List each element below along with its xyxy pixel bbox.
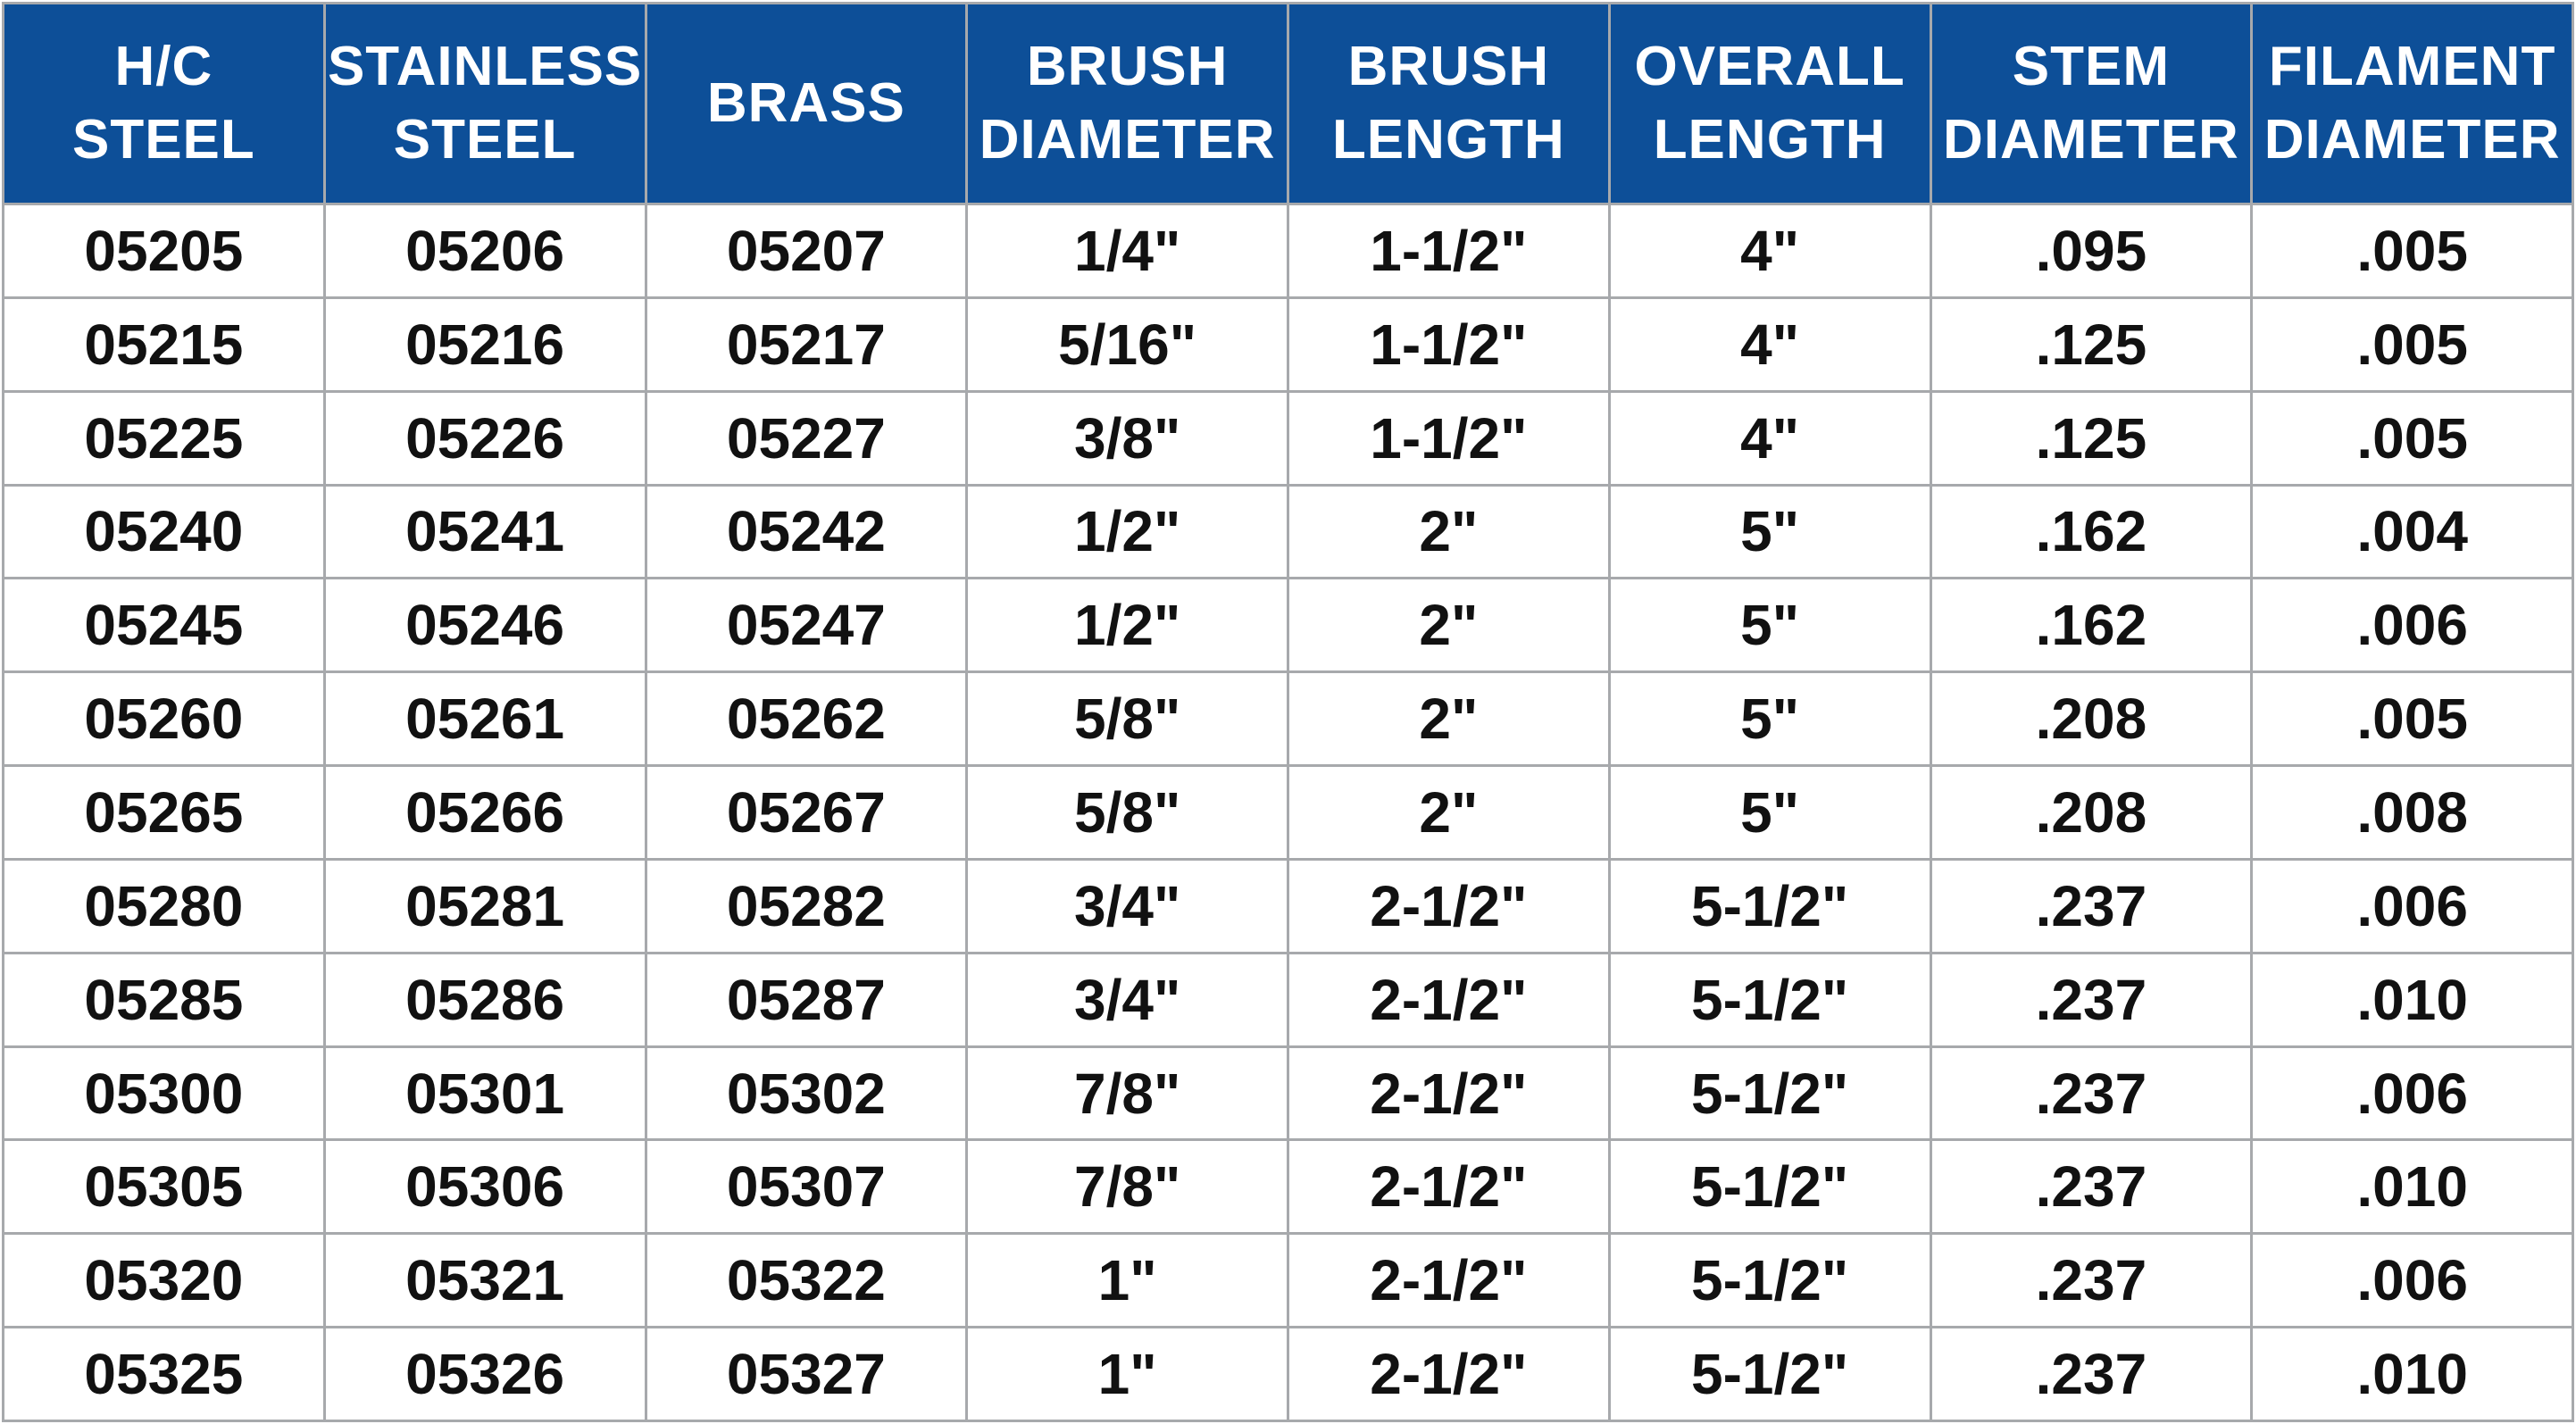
table-cell: 05282: [646, 859, 967, 953]
table-cell: 5/16": [967, 297, 1288, 391]
table-cell: 05280: [4, 859, 325, 953]
table-row: [4, 485, 2573, 579]
column-header: [1609, 4, 1930, 204]
table-cell: 2": [1288, 579, 1610, 672]
table-cell: .237: [1930, 1046, 2252, 1140]
column-header-line: DIAMETER: [1942, 109, 2239, 171]
table-cell: 05281: [324, 859, 646, 953]
table-cell: 05326: [324, 1328, 646, 1421]
column-header: [1930, 4, 2252, 204]
table-row: [4, 859, 2573, 953]
table-cell: .008: [2252, 766, 2573, 860]
table-cell: .005: [2252, 672, 2573, 766]
table-cell: 5-1/2": [1609, 1234, 1930, 1328]
table-cell: .208: [1930, 672, 2252, 766]
column-header: [324, 4, 646, 204]
column-header-line: LENGTH: [1331, 109, 1565, 171]
table-cell: 1": [967, 1328, 1288, 1421]
column-header: [646, 4, 967, 204]
table-cell: 05205: [4, 204, 325, 298]
column-header-line: BRUSH: [1026, 36, 1229, 97]
table-cell: 4": [1609, 297, 1930, 391]
table-cell: 1/2": [967, 485, 1288, 579]
table-cell: 05285: [4, 953, 325, 1046]
brush-spec-table: [2, 2, 2574, 1422]
table-cell: 05325: [4, 1328, 325, 1421]
table-cell: 3/4": [967, 859, 1288, 953]
table-cell: 05241: [324, 485, 646, 579]
column-header-line: OVERALL: [1634, 36, 1905, 97]
table-cell: 05242: [646, 485, 967, 579]
table-cell: 2": [1288, 485, 1610, 579]
column-header-line: DIAMETER: [979, 109, 1276, 171]
column-header-line: STAINLESS: [327, 36, 643, 97]
table-cell: 05217: [646, 297, 967, 391]
table-cell: .006: [2252, 859, 2573, 953]
table-cell: 5-1/2": [1609, 859, 1930, 953]
table-cell: 05207: [646, 204, 967, 298]
table-cell: .237: [1930, 953, 2252, 1046]
table-cell: .237: [1930, 1328, 2252, 1421]
table-cell: 05300: [4, 1046, 325, 1140]
table-cell: .095: [1930, 204, 2252, 298]
column-header-line: STEM: [2012, 36, 2170, 97]
table-row: [4, 1328, 2573, 1421]
table-row: [4, 1234, 2573, 1328]
column-header-line: BRASS: [706, 72, 905, 134]
table-cell: 2-1/2": [1288, 1140, 1610, 1234]
table-cell: 05301: [324, 1046, 646, 1140]
column-header: [2252, 4, 2573, 204]
table-row: [4, 204, 2573, 298]
table-row: [4, 297, 2573, 391]
table-cell: .162: [1930, 579, 2252, 672]
column-header-line: STEEL: [393, 109, 577, 171]
table-body: [4, 204, 2573, 1421]
table-cell: 05261: [324, 672, 646, 766]
table-cell: 5": [1609, 485, 1930, 579]
table-cell: 05215: [4, 297, 325, 391]
table-cell: 1/4": [967, 204, 1288, 298]
table-cell: 1-1/2": [1288, 297, 1610, 391]
table-cell: 05247: [646, 579, 967, 672]
table-cell: 05262: [646, 672, 967, 766]
table-cell: 05227: [646, 391, 967, 485]
header-row: [4, 4, 2573, 204]
table-cell: 05286: [324, 953, 646, 1046]
table-cell: 05226: [324, 391, 646, 485]
table-row: [4, 1140, 2573, 1234]
table-cell: 2": [1288, 672, 1610, 766]
table-cell: 5/8": [967, 672, 1288, 766]
table-cell: 05267: [646, 766, 967, 860]
table-cell: .006: [2252, 1234, 2573, 1328]
table-cell: 05266: [324, 766, 646, 860]
table-cell: 05206: [324, 204, 646, 298]
table-cell: 1-1/2": [1288, 391, 1610, 485]
table-cell: 2-1/2": [1288, 859, 1610, 953]
table-cell: 05225: [4, 391, 325, 485]
table-row: [4, 1046, 2573, 1140]
table-cell: 3/4": [967, 953, 1288, 1046]
table-cell: 2": [1288, 766, 1610, 860]
table-cell: 05240: [4, 485, 325, 579]
column-header: [1288, 4, 1610, 204]
table-row: [4, 579, 2573, 672]
table-cell: 4": [1609, 391, 1930, 485]
table-cell: 3/8": [967, 391, 1288, 485]
table-cell: 2-1/2": [1288, 1046, 1610, 1140]
table-cell: 5/8": [967, 766, 1288, 860]
table-cell: 05320: [4, 1234, 325, 1328]
table-cell: .005: [2252, 204, 2573, 298]
table-cell: .237: [1930, 859, 2252, 953]
table-cell: 4": [1609, 204, 1930, 298]
table-cell: 05216: [324, 297, 646, 391]
table-cell: 5": [1609, 579, 1930, 672]
table-cell: 05265: [4, 766, 325, 860]
table-cell: 05307: [646, 1140, 967, 1234]
table-cell: 1-1/2": [1288, 204, 1610, 298]
table-cell: 1": [967, 1234, 1288, 1328]
table-cell: 5-1/2": [1609, 953, 1930, 1046]
table-cell: .010: [2252, 1328, 2573, 1421]
table-cell: 05287: [646, 953, 967, 1046]
table-cell: 5": [1609, 672, 1930, 766]
column-header-line: BRUSH: [1347, 36, 1550, 97]
table-cell: 5-1/2": [1609, 1046, 1930, 1140]
column-header-line: DIAMETER: [2263, 109, 2561, 171]
table-cell: 05305: [4, 1140, 325, 1234]
table-cell: 05302: [646, 1046, 967, 1140]
table-row: [4, 391, 2573, 485]
table-row: [4, 766, 2573, 860]
column-header-line: H/C: [114, 36, 213, 97]
column-header-line: STEEL: [71, 109, 255, 171]
table-cell: 2-1/2": [1288, 1234, 1610, 1328]
table-cell: .237: [1930, 1140, 2252, 1234]
table-cell: 5": [1609, 766, 1930, 860]
table-cell: 2-1/2": [1288, 953, 1610, 1046]
table-cell: .005: [2252, 391, 2573, 485]
table-cell: .125: [1930, 297, 2252, 391]
table-cell: 5-1/2": [1609, 1328, 1930, 1421]
table-cell: .010: [2252, 1140, 2573, 1234]
table-cell: .237: [1930, 1234, 2252, 1328]
table-header: [4, 4, 2573, 204]
table-cell: .208: [1930, 766, 2252, 860]
table-cell: .004: [2252, 485, 2573, 579]
table-cell: .005: [2252, 297, 2573, 391]
table-cell: 05322: [646, 1234, 967, 1328]
table-cell: .006: [2252, 579, 2573, 672]
table-cell: 2-1/2": [1288, 1328, 1610, 1421]
column-header-line: LENGTH: [1653, 109, 1887, 171]
table-cell: 1/2": [967, 579, 1288, 672]
table-cell: 05245: [4, 579, 325, 672]
table-cell: 7/8": [967, 1140, 1288, 1234]
table-row: [4, 953, 2573, 1046]
table-cell: .010: [2252, 953, 2573, 1046]
table-cell: 7/8": [967, 1046, 1288, 1140]
column-header: [4, 4, 325, 204]
table-cell: .125: [1930, 391, 2252, 485]
column-header-line: FILAMENT: [2268, 36, 2556, 97]
table-cell: 05321: [324, 1234, 646, 1328]
table-cell: .006: [2252, 1046, 2573, 1140]
column-header: [967, 4, 1288, 204]
table-cell: 05306: [324, 1140, 646, 1234]
table-cell: 05246: [324, 579, 646, 672]
table-cell: 5-1/2": [1609, 1140, 1930, 1234]
table-row: [4, 672, 2573, 766]
table-cell: 05327: [646, 1328, 967, 1421]
table-cell: .162: [1930, 485, 2252, 579]
table-cell: 05260: [4, 672, 325, 766]
